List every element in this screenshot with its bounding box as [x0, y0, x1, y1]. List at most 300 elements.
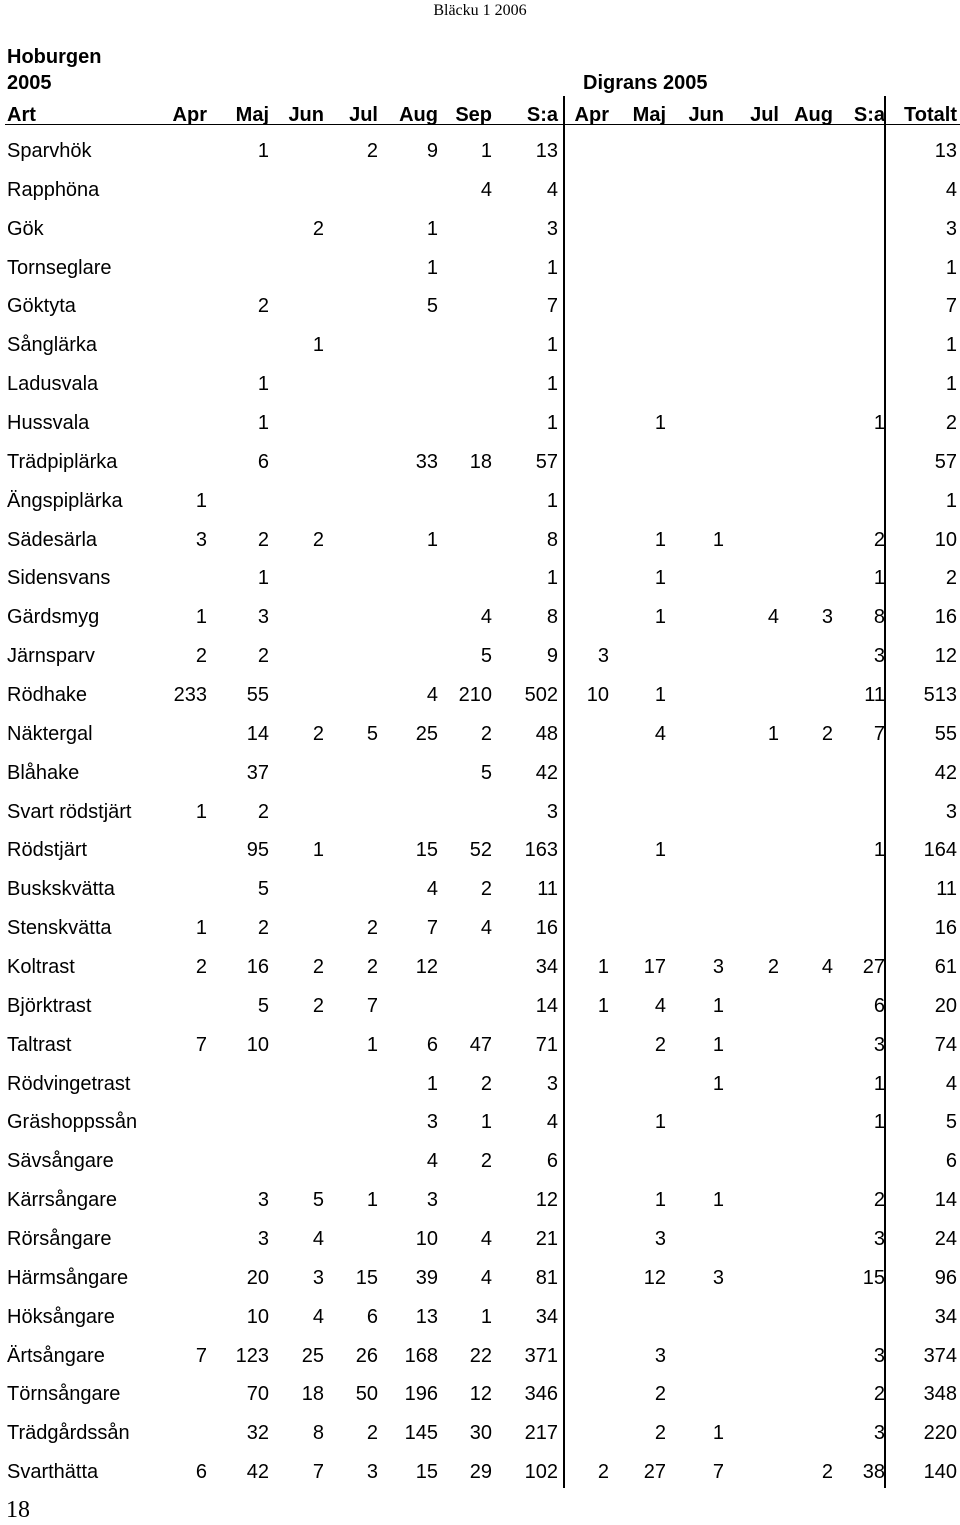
count-cell: 21 — [535, 1227, 558, 1250]
count-cell — [327, 210, 381, 249]
count-cell: 1 — [480, 1111, 492, 1134]
count-cell — [782, 1065, 836, 1104]
table-row — [0, 831, 960, 870]
column-header-1: Apr — [172, 103, 207, 126]
table-row — [0, 676, 960, 715]
count-cell — [272, 287, 327, 326]
count-cell: 1 — [257, 567, 269, 590]
count-cell — [782, 559, 836, 598]
count-cell: 6 — [426, 1033, 438, 1056]
table-row — [0, 1414, 960, 1453]
count-cell — [782, 1337, 836, 1376]
count-cell: 3 — [426, 1111, 438, 1134]
count-cell: 10 — [415, 1227, 438, 1250]
table-header-row — [0, 98, 960, 132]
count-cell — [612, 637, 669, 676]
count-cell — [210, 1103, 272, 1142]
count-cell — [327, 676, 381, 715]
count-cell: 55 — [934, 722, 957, 745]
count-cell: 2 — [873, 1383, 885, 1406]
count-cell — [727, 1337, 782, 1376]
count-cell: 2 — [945, 567, 957, 590]
count-cell — [561, 210, 612, 249]
count-cell: 1 — [945, 373, 957, 396]
count-cell: 4 — [480, 606, 492, 629]
count-cell — [612, 249, 669, 288]
count-cell: 2 — [821, 1461, 833, 1484]
count-cell: 7 — [366, 994, 378, 1017]
count-cell: 16 — [246, 955, 269, 978]
count-cell: 13 — [934, 139, 957, 162]
count-cell — [836, 443, 888, 482]
count-cell — [612, 443, 669, 482]
count-cell: 61 — [934, 955, 957, 978]
count-cell: 1 — [366, 1033, 378, 1056]
count-cell: 1 — [945, 256, 957, 279]
count-cell — [612, 1298, 669, 1337]
count-cell — [727, 1414, 782, 1453]
table-row — [0, 715, 960, 754]
count-cell — [561, 793, 612, 832]
count-cell: 1 — [195, 800, 207, 823]
count-cell: 4 — [654, 722, 666, 745]
count-cell: 3 — [712, 1266, 724, 1289]
count-cell — [727, 210, 782, 249]
species-name: Rörsångare — [7, 1227, 112, 1250]
count-cell: 3 — [257, 606, 269, 629]
count-cell — [327, 326, 381, 365]
count-cell — [727, 1259, 782, 1298]
species-name: Buskskvätta — [7, 878, 115, 901]
count-cell: 1 — [712, 994, 724, 1017]
count-cell — [157, 1376, 210, 1415]
count-cell: 1 — [195, 489, 207, 512]
count-cell: 3 — [654, 1227, 666, 1250]
count-cell — [727, 443, 782, 482]
count-cell: 71 — [535, 1033, 558, 1056]
count-cell: 12 — [643, 1266, 666, 1289]
count-cell: 2 — [366, 955, 378, 978]
table-row — [0, 1376, 960, 1415]
count-cell: 2 — [767, 955, 779, 978]
count-cell — [836, 210, 888, 249]
table-row — [0, 1103, 960, 1142]
count-cell: 1 — [546, 567, 558, 590]
count-cell: 10 — [586, 683, 609, 706]
count-cell: 15 — [862, 1266, 885, 1289]
count-cell: 1 — [257, 373, 269, 396]
count-cell — [327, 1220, 381, 1259]
count-cell: 220 — [923, 1422, 957, 1445]
count-cell — [381, 171, 441, 210]
count-cell — [157, 1065, 210, 1104]
species-name: Gärdsmyg — [7, 606, 100, 629]
count-cell — [782, 637, 836, 676]
count-cell — [669, 249, 727, 288]
count-cell — [561, 443, 612, 482]
count-cell: 47 — [469, 1033, 492, 1056]
count-cell: 95 — [246, 839, 269, 862]
species-name: Stenskvätta — [7, 917, 112, 940]
count-cell — [441, 326, 495, 365]
table-row — [0, 1337, 960, 1376]
count-cell — [441, 287, 495, 326]
count-cell: 34 — [535, 955, 558, 978]
count-cell — [272, 132, 327, 171]
count-cell — [836, 754, 888, 793]
count-cell — [561, 1065, 612, 1104]
column-header-10: Jun — [688, 103, 724, 126]
count-cell: 1 — [712, 1189, 724, 1212]
count-cell — [381, 637, 441, 676]
species-name: Gök — [7, 217, 44, 240]
count-cell: 34 — [535, 1305, 558, 1328]
count-cell: 1 — [654, 683, 666, 706]
count-cell — [272, 1065, 327, 1104]
count-cell: 3 — [873, 645, 885, 668]
count-cell: 2 — [312, 955, 324, 978]
count-cell — [272, 1103, 327, 1142]
count-cell: 24 — [934, 1227, 957, 1250]
table-row — [0, 870, 960, 909]
table-row — [0, 443, 960, 482]
count-cell: 6 — [546, 1150, 558, 1173]
count-cell: 2 — [257, 528, 269, 551]
count-cell: 346 — [524, 1383, 558, 1406]
count-cell — [782, 987, 836, 1026]
count-cell: 1 — [654, 1111, 666, 1134]
count-cell — [669, 1376, 727, 1415]
count-cell: 2 — [257, 645, 269, 668]
count-cell — [612, 287, 669, 326]
count-cell — [782, 1026, 836, 1065]
count-cell — [441, 793, 495, 832]
table-row — [0, 987, 960, 1026]
species-name: Tornseglare — [7, 256, 112, 279]
column-header-7: S:a — [526, 103, 558, 126]
column-header-0: Art — [7, 103, 36, 126]
count-cell — [836, 1142, 888, 1181]
species-name: Rödstjärt — [7, 839, 88, 862]
count-cell: 27 — [862, 955, 885, 978]
count-cell — [272, 482, 327, 521]
count-cell: 96 — [934, 1266, 957, 1289]
count-cell — [782, 1376, 836, 1415]
count-cell — [782, 1259, 836, 1298]
column-header-13: S:a — [853, 103, 885, 126]
count-cell — [272, 171, 327, 210]
count-cell: 1 — [480, 1305, 492, 1328]
table-row — [0, 598, 960, 637]
count-cell — [327, 171, 381, 210]
count-cell — [561, 1220, 612, 1259]
count-cell — [782, 909, 836, 948]
count-cell — [782, 443, 836, 482]
count-cell — [157, 987, 210, 1026]
table-row — [0, 948, 960, 987]
count-cell — [210, 210, 272, 249]
count-cell — [782, 326, 836, 365]
count-cell — [727, 482, 782, 521]
count-cell — [669, 754, 727, 793]
count-cell — [612, 1142, 669, 1181]
count-cell — [561, 598, 612, 637]
count-cell: 11 — [537, 878, 558, 901]
count-cell: 4 — [480, 1227, 492, 1250]
count-cell: 34 — [934, 1305, 957, 1328]
count-cell: 3 — [597, 645, 609, 668]
table-row — [0, 754, 960, 793]
species-name: Härmsångare — [7, 1266, 129, 1289]
count-cell: 2 — [312, 994, 324, 1017]
count-cell — [327, 754, 381, 793]
count-cell — [561, 909, 612, 948]
count-cell — [669, 831, 727, 870]
species-name: Hussvala — [7, 411, 90, 434]
count-cell — [782, 482, 836, 521]
count-cell: 3 — [546, 217, 558, 240]
count-cell — [727, 365, 782, 404]
count-cell — [157, 1142, 210, 1181]
count-cell — [157, 1414, 210, 1453]
count-cell — [381, 754, 441, 793]
species-name: Järnsparv — [7, 645, 95, 668]
table-row — [0, 482, 960, 521]
count-cell — [612, 1065, 669, 1104]
species-name: Göktyta — [7, 295, 76, 318]
count-cell — [782, 1298, 836, 1337]
count-cell: 1 — [546, 489, 558, 512]
count-cell: 1 — [546, 373, 558, 396]
count-cell — [669, 1337, 727, 1376]
count-cell: 1 — [767, 722, 779, 745]
count-cell — [381, 793, 441, 832]
count-cell: 5 — [366, 722, 378, 745]
species-name: Rödvingetrast — [7, 1072, 131, 1095]
count-cell: 3 — [873, 1227, 885, 1250]
count-cell: 3 — [945, 217, 957, 240]
count-cell — [669, 1142, 727, 1181]
count-cell — [612, 482, 669, 521]
table-row — [0, 1259, 960, 1298]
count-cell: 2 — [480, 1150, 492, 1173]
count-cell — [561, 1337, 612, 1376]
species-name: Trädpiplärka — [7, 450, 118, 473]
count-cell: 4 — [945, 1072, 957, 1095]
count-cell: 8 — [873, 606, 885, 629]
count-cell: 1 — [654, 411, 666, 434]
count-cell — [669, 676, 727, 715]
count-cell — [157, 404, 210, 443]
count-cell: 217 — [524, 1422, 558, 1445]
count-cell — [561, 1414, 612, 1453]
table-row — [0, 210, 960, 249]
count-cell: 14 — [934, 1189, 957, 1212]
count-cell: 1 — [546, 334, 558, 357]
species-name: Sidensvans — [7, 567, 111, 590]
count-cell: 196 — [404, 1383, 438, 1406]
count-cell — [782, 210, 836, 249]
count-cell: 5 — [945, 1111, 957, 1134]
count-cell: 14 — [535, 994, 558, 1017]
count-cell — [327, 1065, 381, 1104]
count-cell: 2 — [312, 528, 324, 551]
count-cell: 1 — [712, 528, 724, 551]
count-cell: 5 — [480, 645, 492, 668]
count-cell: 2 — [257, 800, 269, 823]
count-cell: 1 — [366, 1189, 378, 1212]
count-cell — [727, 171, 782, 210]
count-cell: 210 — [458, 683, 492, 706]
count-cell — [612, 132, 669, 171]
count-cell: 2 — [480, 722, 492, 745]
count-cell: 42 — [535, 761, 558, 784]
count-cell: 2 — [366, 1422, 378, 1445]
count-cell: 371 — [524, 1344, 558, 1367]
table-row — [0, 793, 960, 832]
count-cell: 55 — [246, 683, 269, 706]
count-cell: 1 — [654, 567, 666, 590]
count-cell — [561, 287, 612, 326]
count-cell — [441, 404, 495, 443]
table-row — [0, 249, 960, 288]
count-cell: 1 — [426, 528, 438, 551]
count-cell: 1 — [654, 1189, 666, 1212]
count-cell — [157, 365, 210, 404]
count-cell: 81 — [535, 1266, 558, 1289]
species-name: Sparvhök — [7, 139, 92, 162]
count-cell — [157, 831, 210, 870]
count-cell: 2 — [597, 1461, 609, 1484]
count-cell: 1 — [873, 1072, 885, 1095]
count-cell: 8 — [312, 1422, 324, 1445]
count-cell: 12 — [934, 645, 957, 668]
count-cell: 25 — [415, 722, 438, 745]
count-cell: 1 — [873, 1111, 885, 1134]
count-cell: 3 — [426, 1189, 438, 1212]
table-row — [0, 287, 960, 326]
count-cell — [210, 249, 272, 288]
count-cell — [381, 326, 441, 365]
count-cell: 9 — [426, 139, 438, 162]
count-cell — [727, 870, 782, 909]
count-cell — [441, 1181, 495, 1220]
count-cell — [381, 365, 441, 404]
species-name: Höksångare — [7, 1305, 115, 1328]
species-name: Taltrast — [7, 1033, 72, 1056]
count-cell — [669, 287, 727, 326]
count-cell — [327, 793, 381, 832]
column-header-3: Jun — [288, 103, 324, 126]
count-cell — [727, 987, 782, 1026]
count-cell — [561, 326, 612, 365]
count-cell — [727, 1026, 782, 1065]
count-cell: 5 — [312, 1189, 324, 1212]
count-cell: 3 — [654, 1344, 666, 1367]
table-row — [0, 559, 960, 598]
count-cell — [327, 443, 381, 482]
section-title-hoburgen — [7, 44, 101, 96]
count-cell — [441, 249, 495, 288]
count-cell: 513 — [923, 683, 957, 706]
count-cell — [381, 404, 441, 443]
count-cell: 4 — [945, 178, 957, 201]
count-cell: 25 — [301, 1344, 324, 1367]
count-cell — [727, 287, 782, 326]
count-cell — [782, 1103, 836, 1142]
count-cell: 2 — [821, 722, 833, 745]
count-cell: 1 — [257, 411, 269, 434]
count-cell — [836, 132, 888, 171]
count-cell — [272, 637, 327, 676]
count-cell: 3 — [366, 1461, 378, 1484]
count-cell: 50 — [355, 1383, 378, 1406]
count-cell — [727, 909, 782, 948]
count-cell — [561, 831, 612, 870]
count-cell — [157, 1298, 210, 1337]
count-cell — [327, 1142, 381, 1181]
count-cell — [612, 870, 669, 909]
count-cell: 20 — [934, 994, 957, 1017]
count-cell — [157, 443, 210, 482]
table-row — [0, 326, 960, 365]
count-cell: 3 — [712, 955, 724, 978]
count-cell: 2 — [257, 917, 269, 940]
count-cell — [727, 754, 782, 793]
count-cell: 2 — [312, 217, 324, 240]
count-cell — [782, 521, 836, 560]
species-name: Koltrast — [7, 955, 75, 978]
count-cell: 3 — [195, 528, 207, 551]
count-cell: 164 — [923, 839, 957, 862]
column-header-9: Maj — [632, 103, 666, 126]
count-cell: 1 — [546, 411, 558, 434]
count-cell: 1 — [873, 567, 885, 590]
count-cell: 123 — [235, 1344, 269, 1367]
count-cell — [561, 132, 612, 171]
count-cell: 48 — [535, 722, 558, 745]
species-name: Rapphöna — [7, 178, 100, 201]
count-cell — [612, 326, 669, 365]
count-cell — [157, 870, 210, 909]
count-cell: 145 — [404, 1422, 438, 1445]
count-cell — [782, 1181, 836, 1220]
count-cell — [441, 559, 495, 598]
count-cell — [561, 171, 612, 210]
count-cell — [441, 365, 495, 404]
count-cell — [782, 831, 836, 870]
count-cell: 2 — [195, 645, 207, 668]
count-cell: 4 — [821, 955, 833, 978]
count-cell: 7 — [195, 1344, 207, 1367]
count-cell — [327, 249, 381, 288]
count-cell: 4 — [480, 917, 492, 940]
count-cell — [157, 1103, 210, 1142]
count-cell — [782, 793, 836, 832]
count-cell: 6 — [257, 450, 269, 473]
count-cell — [727, 793, 782, 832]
count-cell: 1 — [426, 1072, 438, 1095]
count-cell — [782, 754, 836, 793]
count-cell — [669, 1103, 727, 1142]
count-cell: 74 — [934, 1033, 957, 1056]
species-name: Gräshoppssån — [7, 1111, 138, 1134]
count-cell — [727, 1142, 782, 1181]
count-cell — [669, 1220, 727, 1259]
table-row — [0, 1181, 960, 1220]
species-name: Svarthätta — [7, 1461, 99, 1484]
table-row — [0, 909, 960, 948]
